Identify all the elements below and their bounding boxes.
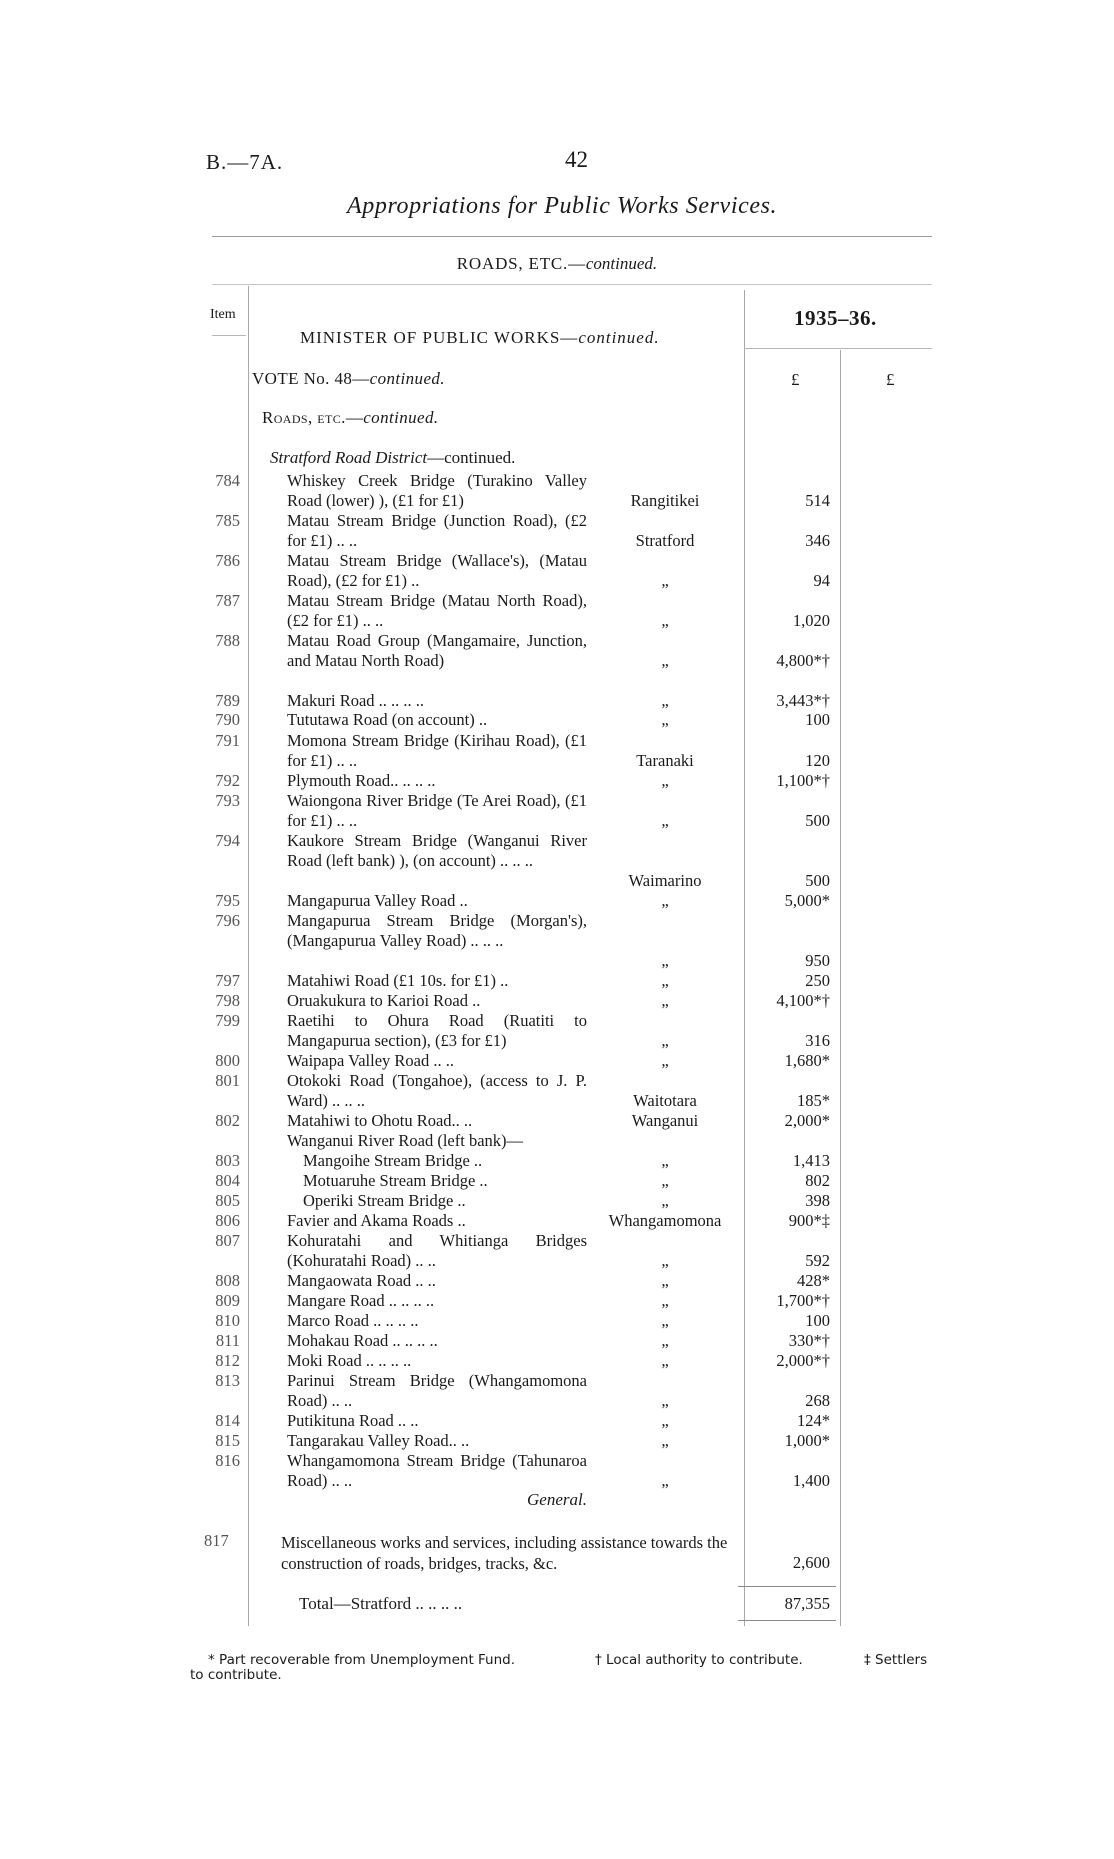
- item-description: Raetihi to Ohura Road (Ruatiti to Mangapurua section), (£3 for £1): [287, 1011, 587, 1050]
- electoral-district: „: [661, 991, 669, 1010]
- item-number: 800: [215, 1051, 240, 1070]
- amount-column-rule-middle: [840, 350, 841, 1626]
- electoral-district: „: [661, 1311, 669, 1330]
- item-description: Matahiwi to Ohotu Road.. ..: [287, 1111, 473, 1130]
- table-top-rule: [212, 284, 932, 285]
- general-heading: General.: [527, 1490, 587, 1509]
- item-number: 784: [215, 471, 240, 490]
- item-number: 788: [215, 631, 240, 650]
- electoral-district: „: [661, 1391, 669, 1410]
- amount: 100: [805, 710, 830, 729]
- amount: 124*: [797, 1411, 830, 1430]
- item-number: 787: [215, 591, 240, 610]
- item-description: Tangarakau Valley Road.. ..: [287, 1431, 470, 1450]
- amount: 802: [805, 1171, 830, 1190]
- amount: 1,700*†: [776, 1291, 830, 1310]
- electoral-district: „: [661, 891, 669, 910]
- item-number: 794: [215, 831, 240, 850]
- electoral-district: „: [661, 1331, 669, 1350]
- amount: 950: [805, 951, 830, 970]
- electoral-district: „: [661, 771, 669, 790]
- amount: 1,100*†: [776, 771, 830, 790]
- amount: 100: [805, 1311, 830, 1330]
- item-number: 802: [215, 1111, 240, 1130]
- year-header-rule: [744, 348, 932, 349]
- amount: 500: [805, 871, 830, 890]
- title-rule: [212, 236, 932, 237]
- electoral-district: „: [661, 691, 669, 710]
- item-description: Whiskey Creek Bridge (Turakino Valley Road (lower) ), (£1 for £1): [287, 471, 587, 510]
- item-description: Momona Stream Bridge (Kirihau Road), (£1 for £1) .. ..: [287, 731, 587, 770]
- misc-description: Miscellaneous works and services, including assistance towards the construction of roads, bridges, tracks, &c.: [281, 1533, 728, 1573]
- electoral-district: „: [661, 1271, 669, 1290]
- section-heading: ROADS, ETC.—continued.: [456, 254, 658, 273]
- item-description: Moki Road .. .. .. ..: [287, 1351, 412, 1370]
- item-number: 801: [215, 1071, 240, 1090]
- amount: 500: [805, 811, 830, 830]
- electoral-district: Waimarino: [628, 871, 702, 890]
- item-description: Makuri Road .. .. .. ..: [287, 691, 425, 710]
- item-number: 789: [215, 691, 240, 710]
- item-description: Matau Stream Bridge (Junction Road), (£2 for £1) .. ..: [287, 511, 587, 550]
- item-number: 808: [215, 1271, 240, 1290]
- electoral-district: Wanganui: [631, 1111, 699, 1130]
- vote-heading: VOTE No. 48—continued.: [252, 369, 445, 388]
- amount: 316: [805, 1031, 830, 1050]
- amount: 592: [805, 1251, 830, 1270]
- item-number: 799: [215, 1011, 240, 1030]
- footnote-dagger: † Local authority to contribute.: [595, 1652, 803, 1668]
- item-description: Mangoihe Stream Bridge ..: [303, 1151, 483, 1170]
- electoral-district: „: [661, 1411, 669, 1430]
- item-number: 797: [215, 971, 240, 990]
- amount: 900*‡: [788, 1211, 830, 1230]
- item-description: Tututawa Road (on account) ..: [287, 710, 488, 729]
- electoral-district: „: [661, 1431, 669, 1450]
- footnote-double-dagger-continued: to contribute.: [190, 1667, 282, 1683]
- amount: 2,000*†: [776, 1351, 830, 1370]
- item-number: 817: [204, 1531, 229, 1550]
- electoral-district: „: [661, 710, 669, 729]
- electoral-district: „: [661, 811, 669, 830]
- year-header: 1935–36.: [794, 306, 877, 330]
- item-number: 814: [215, 1411, 240, 1430]
- electoral-district: Rangitikei: [630, 491, 700, 510]
- page-number: 42: [565, 147, 588, 172]
- item-description: Putikituna Road .. ..: [287, 1411, 419, 1430]
- currency-column-1: £: [791, 370, 800, 389]
- amount: 1,000*: [784, 1431, 830, 1450]
- item-number: 793: [215, 791, 240, 810]
- amount: 398: [805, 1191, 830, 1210]
- electoral-district: „: [661, 971, 669, 990]
- electoral-district: „: [661, 1351, 669, 1370]
- item-number: 804: [215, 1171, 240, 1190]
- electoral-district: „: [661, 1291, 669, 1310]
- electoral-district: Stratford: [635, 531, 695, 550]
- amount: 120: [805, 751, 830, 770]
- misc-amount: 2,600: [792, 1553, 830, 1572]
- item-description: Mangapurua Stream Bridge (Morgan's), (Mangapurua Valley Road) .. .. ..: [287, 911, 587, 950]
- amount: 428*: [797, 1271, 830, 1290]
- item-description: Oruakukura to Karioi Road ..: [287, 991, 481, 1010]
- total-rule-top: [738, 1586, 836, 1587]
- amount: 1,413: [792, 1151, 830, 1170]
- item-description: Plymouth Road.. .. .. ..: [287, 771, 436, 790]
- item-description: Mangare Road .. .. .. ..: [287, 1291, 435, 1310]
- amount: 514: [805, 491, 830, 510]
- item-number: 785: [215, 511, 240, 530]
- electoral-district: „: [661, 651, 669, 670]
- item-description: Wanganui River Road (left bank)—: [287, 1131, 524, 1150]
- item-description: Parinui Stream Bridge (Whangamomona Road) .. ..: [287, 1371, 587, 1410]
- item-number: 791: [215, 731, 240, 750]
- amount: 1,020: [792, 611, 830, 630]
- amount: 250: [805, 971, 830, 990]
- page-title: Appropriations for Public Works Services.: [347, 193, 778, 219]
- item-description: Marco Road .. .. .. ..: [287, 1311, 419, 1330]
- electoral-district: „: [661, 1191, 669, 1210]
- amount: 3,443*†: [776, 691, 830, 710]
- amount: 185*: [797, 1091, 830, 1110]
- electoral-district: „: [661, 611, 669, 630]
- item-header-rule: [212, 335, 246, 336]
- item-description: Mangaowata Road .. ..: [287, 1271, 436, 1290]
- item-number: 805: [215, 1191, 240, 1210]
- item-number: 803: [215, 1151, 240, 1170]
- item-number: 813: [215, 1371, 240, 1390]
- item-description: Matahiwi Road (£1 10s. for £1) ..: [287, 971, 509, 990]
- amount: 1,400: [792, 1471, 830, 1490]
- item-description: Matau Stream Bridge (Wallace's), (Matau Road), (£2 for £1) ..: [287, 551, 587, 590]
- item-description: Kaukore Stream Bridge (Wanganui River Road (left bank) ), (on account) .. .. ..: [287, 831, 587, 870]
- electoral-district: „: [661, 1151, 669, 1170]
- amount: 1,680*: [784, 1051, 830, 1070]
- item-description: Mangapurua Valley Road ..: [287, 891, 468, 910]
- minister-heading: MINISTER OF PUBLIC WORKS—continued.: [300, 328, 660, 347]
- item-description: Mohakau Road .. .. .. ..: [287, 1331, 438, 1350]
- item-number: 798: [215, 991, 240, 1010]
- subhead-heading: Roads, etc.—continued.: [262, 408, 439, 427]
- item-description: Operiki Stream Bridge ..: [303, 1191, 466, 1210]
- item-number: 809: [215, 1291, 240, 1310]
- electoral-district: „: [661, 1251, 669, 1270]
- item-column-rule: [248, 286, 249, 1626]
- amount: 330*†: [788, 1331, 830, 1350]
- item-number: 811: [215, 1331, 240, 1350]
- item-column-header: Item: [210, 307, 236, 322]
- item-number: 815: [215, 1431, 240, 1450]
- item-description: Motuaruhe Stream Bridge ..: [303, 1171, 488, 1190]
- amount-column-rule-left: [744, 290, 745, 1626]
- electoral-district: Taranaki: [636, 751, 694, 770]
- electoral-district: Whangamomona: [608, 1211, 722, 1230]
- item-number: 792: [215, 771, 240, 790]
- electoral-district: „: [661, 1031, 669, 1050]
- total-amount: 87,355: [784, 1594, 830, 1613]
- electoral-district: „: [661, 1171, 669, 1190]
- item-description: Matau Stream Bridge (Matau North Road), (£2 for £1) .. ..: [287, 591, 587, 630]
- item-number: 807: [215, 1231, 240, 1250]
- item-number: 795: [215, 891, 240, 910]
- item-description: Favier and Akama Roads ..: [287, 1211, 466, 1230]
- amount: 4,800*†: [776, 651, 830, 670]
- amount: 2,000*: [784, 1111, 830, 1130]
- item-description: Whangamomona Stream Bridge (Tahunaroa Road) .. ..: [287, 1451, 587, 1490]
- item-number: 812: [215, 1351, 240, 1370]
- item-number: 786: [215, 551, 240, 570]
- district-heading: Stratford Road District—continued.: [270, 448, 516, 467]
- total-rule-bottom: [738, 1620, 836, 1621]
- amount: 346: [805, 531, 830, 550]
- item-description: Matau Road Group (Mangamaire, Junction, and Matau North Road): [287, 631, 587, 670]
- item-number: 806: [215, 1211, 240, 1230]
- footnote-double-dagger: ‡ Settlers: [864, 1652, 928, 1668]
- item-description: Waipapa Valley Road .. ..: [287, 1051, 454, 1070]
- electoral-district: „: [661, 951, 669, 970]
- report-reference: B.—7A.: [206, 150, 284, 174]
- electoral-district: Waitotara: [633, 1091, 697, 1110]
- item-description: Otokoki Road (Tongahoe), (access to J. P. Ward) .. .. ..: [287, 1071, 587, 1110]
- item-number: 796: [215, 911, 240, 930]
- electoral-district: „: [661, 1051, 669, 1070]
- electoral-district: „: [661, 571, 669, 590]
- amount: 94: [813, 571, 830, 590]
- item-description: Waiongona River Bridge (Te Arei Road), (£1 for £1) .. ..: [287, 791, 587, 830]
- item-number: 810: [215, 1311, 240, 1330]
- amount: 5,000*: [784, 891, 830, 910]
- total-label: Total—Stratford .. .. .. ..: [299, 1594, 463, 1613]
- amount: 4,100*†: [776, 991, 830, 1010]
- currency-column-2: £: [886, 370, 895, 389]
- item-number: 816: [215, 1451, 240, 1470]
- item-description: Kohuratahi and Whitianga Bridges (Kohuratahi Road) .. ..: [287, 1231, 587, 1270]
- item-number: 790: [215, 710, 240, 729]
- electoral-district: „: [661, 1471, 669, 1490]
- footnote-star: * Part recoverable from Unemployment Fund.: [208, 1652, 516, 1668]
- amount: 268: [805, 1391, 830, 1410]
